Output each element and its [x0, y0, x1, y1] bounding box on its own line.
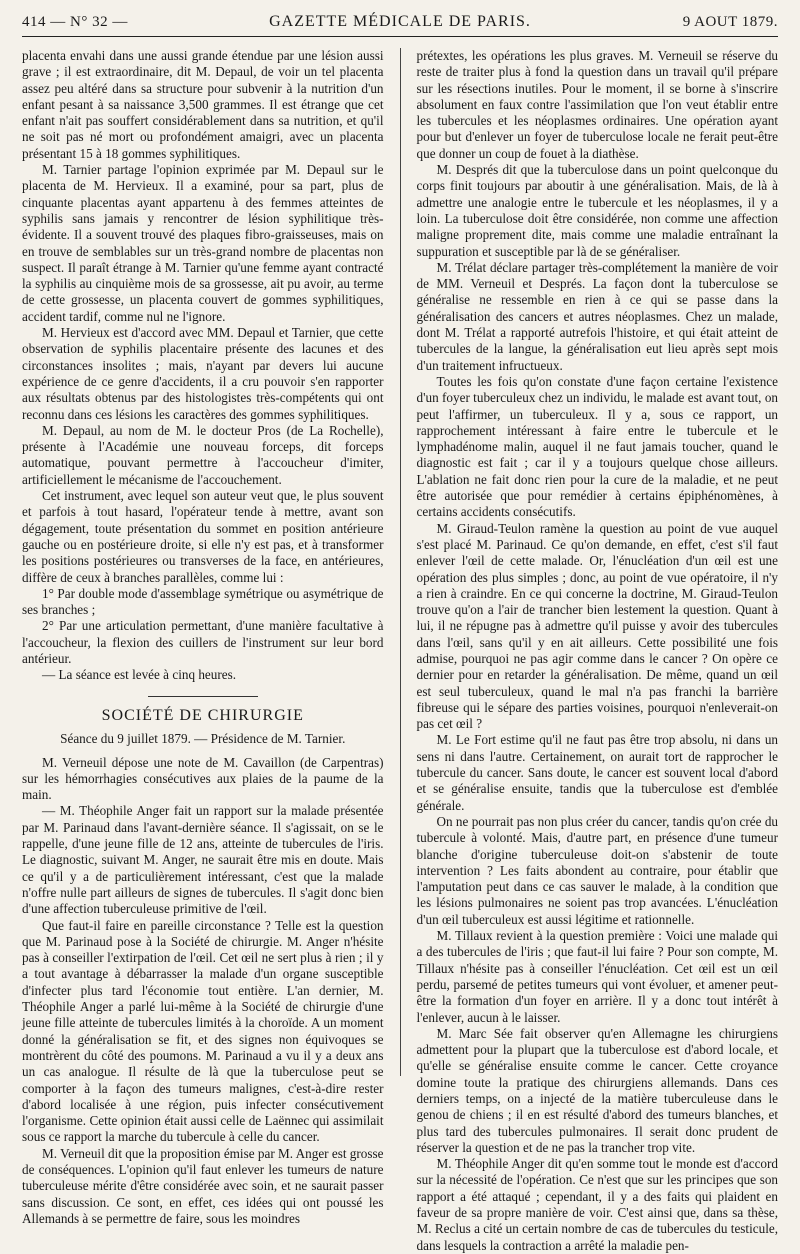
paragraph: M. Théophile Anger dit qu'en somme tout le monde est d'accord sur la nécessité de l'opération. Ce n'est que sur les principes que son rapport a été attaqué ; cependant, il y a des faits qui plaident en faveur de sa propre manière de voir. C'est ainsi que, dans sa thèse, M. Reclus a cité un certain nombre de cas de tubercules du testicule, dans lesquels la contraction a arrêté la maladie pen-	[416, 1156, 779, 1253]
paragraph: — M. Théophile Anger fait un rapport sur la malade présentée par M. Parinaud dans l'avant-dernière séance. Il s'agissait, on se le rappelle, d'une jeune fille de 12 ans, atteinte de tubercules de l'iris. Le diagnostic, suivant M. Anger, ne saurait être mis en doute. Mais ce qu'il y a de particulièrement intéressant, c'est que la malade n'offre nulle part ailleurs de signes de tubercules. Il s'agit donc bien d'une affection tuberculeuse primitive de l'œil.	[22, 803, 384, 917]
paragraph: M. Verneuil dit que la proposition émise par M. Anger est grosse de conséquences. L'opinion qu'il faut enlever les tumeurs de nature tuberculeuse mérite d'être considérée avec soin, et ne saurait passer sans discussion. Ce sont, en effet, ces idées qui ont poussé les Allemands à se permettre de faire, sous les moindres	[22, 1145, 384, 1226]
paragraph: M. Després dit que la tuberculose dans un point quelconque du corps finit toujours par aboutir à une généralisation. Mais, de là à admettre une analogie entre le tubercule et les néoplasmes, il y a loin. La tuberculose doit être considérée, non comme une affection maligne proprement dite, mais comme une maladie entraînant la suppuration et susceptible par là de se généraliser.	[416, 162, 779, 259]
left-column	[22, 48, 384, 1226]
paragraph: M. Verneuil dépose une note de M. Cavaillon (de Carpentras) sur les hémorrhagies consécutives aux plaies de la paume de la main.	[22, 754, 384, 803]
paragraph: M. Giraud-Teulon ramène la question au point de vue auquel s'est placé M. Parinaud. Ce qu'on demande, en effet, c'est s'il faut enlever l'œil de cette malade. Or, l'énucléation d'un œil est une opération des plus simples ; donc, au point de vue opératoire, il n'y a rien à craindre. En ce qui concerne la doctrine, M. Giraud-Teulon trouve qu'on a l'air de trancher bien lestement la question. Quant à lui, il ne répugne pas à admettre qu'il puisse y avoir des tubercules dans l'œil, sans qu'il y en ait ailleurs. Cette possibilité une fois admise, pourquoi ne pas agir comme dans le cancer ? On opère ce dernier pour en retarder la généralisation. De même, quand un œil est seul tuberculeux, quand le mal n'a pas franchi la barrière fibreuse qui le sépare des parties voisines, pourquoi n'enleverait-on pas cet œil ?	[416, 520, 779, 732]
section-divider	[148, 696, 258, 697]
paragraph: M. Marc Sée fait observer qu'en Allemagne les chirurgiens admettent pour la plupart que la tuberculose est d'abord locale, et qu'elle se généralise ensuite comme le cancer. Cette croyance domine toute la pratique des chirurgiens allemands. Dans ces derniers temps, on a injecté de la matière tuberculeuse dans le genou de chiens ; il en est résulté d'abord des tumeurs blanches, et plus tard des tubercules pulmonaires. Il serait donc prudent de réserver la question et de ne pas la trancher trop vite.	[416, 1025, 779, 1155]
paragraph: Toutes les fois qu'on constate d'une façon certaine l'existence d'un foyer tuberculeux chez un individu, le malade est avant tout, on peut l'affirmer, un tuberculeux. Il y a, sous ce rapport, un rapprochement intéressant à faire entre le tubercule et le lymphadénome malin, auquel il ne faut jamais toucher, quand le diagnostic est fait ; car il y a toujours quelque chose ailleurs. L'ablation ne fait donc rien pour la cure de la maladie, et ne peut être autorisée que pour remédier à certains épiphénomènes, à certains accidents consécutifs.	[416, 373, 779, 520]
article-columns	[22, 48, 779, 1253]
paragraph: prétextes, les opérations les plus graves. M. Verneuil se réserve du reste de traiter plus à fond la question dans un travail qu'il prépare sur les résections inutiles. Pour le moment, il se borne à s'inscrire absolument en faux contre l'assimilation que l'on veut établir entre les tubercules et les néoplasmes ordinaires. Une opération ayant pour but d'enlever un foyer de tuberculose locale ne ferait peut-être que donner un coup de fouet à la diathèse.	[416, 48, 779, 161]
paragraph: Cet instrument, avec lequel son auteur veut que, le plus souvent et parfois à tout hasard, l'opérateur tende à mettre, avant son dégagement, toute présentation du sommet en position antérieure gauche ou en postérieure droite, si elle n'y est pas, et à transformer les positions postérieures ou transverses de la face, en antérieures, diffère de ceux à branches parallèles, comme lui :	[22, 488, 384, 585]
paragraph: M. Tarnier partage l'opinion exprimée par M. Depaul sur le placenta de M. Hervieux. Il a examiné, pour sa part, plus de cinquante placentas ayant appartenu à des femmes atteintes de syphilis sans jamais y rencontrer de lésion syphilitique très-évidente. Il a souvent trouvé des plaques fibro-graisseuses, mais on en trouve de semblables sur un très-grand nombre de placentas non suspect. Il paraît étrange à M. Tarnier qu'une femme ayant contracté la syphilis au cinquième mois de sa grossesse, ait pu avoir, au terme de cette grossesse, un placenta couvert de gommes syphilitiques, accident tardif, comme nul ne l'ignore.	[22, 162, 384, 324]
section-title: SOCIÉTÉ DE CHIRURGIE	[101, 706, 304, 724]
paragraph: M. Depaul, au nom de M. le docteur Pros (de La Rochelle), présente à l'Académie une nouveau forceps, dit forceps automatique, pouvant permettre à l'accoucheur d'imiter, artificiellement le mécanisme de l'accouchement.	[22, 422, 384, 487]
issue-date: 9 AOUT 1879.	[682, 14, 778, 30]
paragraph: Que faut-il faire en pareille circonstance ? Telle est la question que M. Parinaud pose à la Société de chirurgie. M. Anger n'hésite pas à conseiller l'extirpation de l'œil. Cet œil ne sert plus à rien ; il y a tout avantage à débarrasser la malade d'un organe susceptible d'infecter plus tard l'économie tout entière. L'an dernier, M. Théophile Anger a parlé lui-même à la Société de chirurgie d'une jeune fille atteinte de tubercules limités à la choroïde. A un moment donné la généralisation se fit, et des signes non équivoques se montrèrent du côté des poumons. M. Parinaud a vu il y a deux ans un cas analogue. Il résulte de là que la tuberculose peut se comporter à la façon des tumeurs malignes, c'est-à-dire rester d'abord localisée à une région, puis infecter consécutivement l'organisme. Cette opinion était aussi celle de Laënnec qui assimilait sous ce rapport la marche du tubercule à celle du cancer.	[22, 917, 384, 1145]
paragraph: M. Tillaux revient à la question première : Voici une malade qui a des tubercules de l'iris ; que faut-il lui faire ? Pour son compte, M. Tillaux n'hésite pas à conseiller l'énucléation. Cet œil est un œil perdu, parsemé de petites tumeurs qui vont évoluer, et amener peut-être la formation d'un foyer en arrière. Il y a donc tout intérêt à l'enlever, aucun à le laisser.	[416, 928, 779, 1025]
paragraph: M. Le Fort estime qu'il ne faut pas être trop absolu, ni dans un sens ni dans l'autre. Certainement, on aurait tort de rapprocher le tubercule du cancer. Sans doute, le cancer est souvent local d'abord et se généralise ensuite, tandis que la tuberculose est d'emblée générale.	[416, 732, 779, 813]
page-header	[22, 10, 778, 37]
right-column	[416, 48, 779, 1253]
column-rule	[400, 48, 401, 1076]
closing-line: — La séance est levée à cinq heures.	[42, 667, 237, 683]
session-line: Séance du 9 juillet 1879. — Présidence de M. Tarnier.	[60, 730, 346, 746]
paragraph: M. Hervieux est d'accord avec MM. Depaul et Tarnier, que cette observation de syphilis placentaire présente des lacunes et des circonstances insolites ; mais, n'ayant par devers lui aucune expérience de ce genre d'accidents, il a cru pouvoir s'en rapporter aux résultats obtenus par des histologistes très-compétents qui ont reconnu dans ces lésions les caractères des gommes syphilitiques.	[22, 325, 384, 422]
page-number: 414 — N° 32 —	[22, 14, 128, 30]
paragraph: M. Trélat déclare partager très-complétement la manière de voir de MM. Verneuil et Després. La façon dont la tuberculose se généralise ne ressemble en rien à ce qui se passe dans la généralisation des cancers et autres néoplasmes. Chez un malade, dont M. Trélat a rapporté autrefois l'histoire, et qui était atteint de tubercules de la langue, la généralisation eut lieu après sept mois d'un traitement infructueux.	[416, 259, 779, 373]
journal-title: GAZETTE MÉDICALE DE PARIS.	[269, 13, 531, 30]
paragraph: 2° Par une articulation permettant, d'une manière facultative à l'accoucheur, la flexion des cuillers de l'instrument sur leur bord antérieur.	[22, 618, 384, 666]
paragraph: placenta envahi dans une aussi grande étendue par une lésion aussi grave ; il est extraordinaire, dit M. Depaul, de voir un tel placenta assez peu altéré dans sa structure pour subvenir à la nutrition d'un enfant pesant à sa naissance 3,500 grammes. Il est étrange que cet enfant n'ait pas souffert considérablement dans sa nutrition, et qu'il ne soit pas né mort ou profondément amaigri, avec un placenta présentant 15 à 18 gommes syphilitiques.	[22, 48, 384, 161]
paragraph: 1° Par double mode d'assemblage symétrique ou asymétrique de ses branches ;	[22, 585, 384, 618]
paragraph: On ne pourrait pas non plus créer du cancer, tandis qu'on crée du tubercule à volonté. Mais, d'autre part, en présence d'une tumeur blanche d'origine tuberculeuse doit-on s'abstenir de toute intervention ? Les faits abondent au contraire, pour établir que l'amputation peut dans ce cas sauver le malade, à la condition que les lésions pulmonaires ne soient pas trop avancées. L'énucléation d'un œil tuberculeux est aussi légitime et rationnelle.	[416, 813, 779, 927]
